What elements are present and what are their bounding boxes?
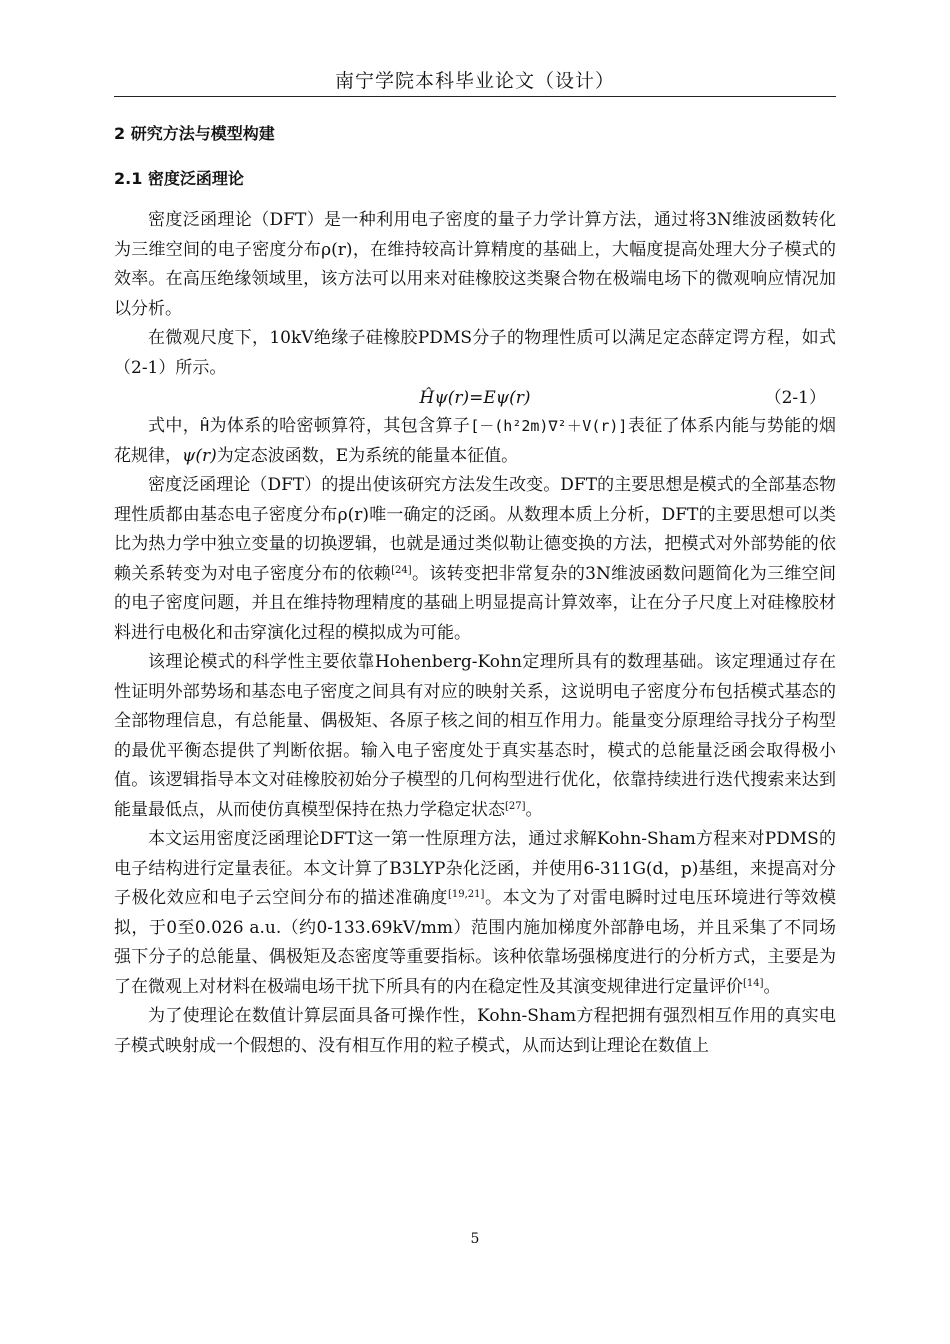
text-segment: 表征了体系内能与势能的烟花规律，: [114, 416, 837, 466]
text-segment: 密度泛函理论（DFT）的提出使该研究方法发生改变。DFT的主要思想是模式的全部基态物理性质都由基态电子密度分布ρ(r)唯一确定的泛函。从数理本质上分析，DFT的主要思想可以类比为热力学中独立变量的切换逻辑，也就是通过类似勒让德变换的方法，把模式对外部势能的依赖关系转变为对电子密度分布的依赖: [114, 475, 836, 584]
paragraph-dft-intro: 密度泛函理论（DFT）是一种利用电子密度的量子力学计算方法，通过将3N维波函数转化为三维空间的电子密度分布ρ(r)，在维持较高计算精度的基础上，大幅度提高处理大分子模式的效率。在高压绝缘领域里，该方法可以用来对硅橡胶这类聚合物在极端电场下的微观响应情况加以分析。: [114, 210, 836, 319]
citation-14: [14]: [743, 977, 764, 989]
equation-2-1: [114, 384, 836, 412]
operator-expression: [－(h²2m)∇²＋V(r)]: [470, 417, 628, 435]
page-body: [114, 117, 836, 1061]
paragraph-equation-explanation: [114, 412, 836, 471]
text-segment: 为定态波函数，E为系统的能量本征值。: [216, 445, 519, 466]
paragraph-kohn-sham: 为了使理论在数值计算层面具备可操作性，Kohn-Sham方程把拥有强烈相互作用的真实电子模式映射成一个假想的、没有相互作用的粒子模式，从而达到让理论在数值上: [114, 1006, 836, 1056]
paragraph-schrodinger: 在微观尺度下，10kV绝缘子硅橡胶PDMS分子的物理性质可以满足定态薛定谔方程，如式（2-1）所示。: [114, 328, 836, 378]
text-segment: 该理论模式的科学性主要依靠Hohenberg-Kohn定理所具有的数理基础。该定理通过存在性证明外部势场和基态电子密度之间具有对应的映射关系，这说明电子密度分布包括模式基态的全部物理信息，有总能量、偶极矩、各原子核之间的相互作用力。能量变分原理给寻找分子构型的最优平衡态提供了判断依据。输入电子密度处于真实基态时，模式的总能量泛函会取得极小值。该逻辑指导本文对硅橡胶初始分子模型的几何构型进行优化，依靠持续进行迭代搜索来达到能量最低点，从而使仿真模型保持在热力学稳定状态: [114, 652, 836, 820]
equation-number: （2-1）: [764, 388, 826, 408]
hamiltonian-symbol: Ĥ: [200, 417, 210, 435]
running-header-title: 南宁学院本科毕业论文（设计）: [334, 70, 615, 92]
text-segment: 。该转变把非常复杂的3N维波函数问题简化为三维空间的电子密度问题，并且在维持物理精度的基础上明显提高计算效率，让在分子尺度上对硅橡胶材料进行电极化和击穿演化过程的模拟成为可能。: [114, 563, 836, 643]
paragraph-method-setup: [114, 825, 836, 1002]
text-segment: 为体系的哈密顿算符，其包含算子: [209, 416, 471, 436]
text-segment: 。: [763, 976, 781, 997]
header-divider: [114, 96, 836, 97]
citation-27: [27]: [505, 800, 526, 812]
paragraph-dft-concept: [114, 471, 836, 648]
paragraph-hohenberg-kohn: [114, 648, 836, 825]
text-segment: 本文运用密度泛函理论DFT这一第一性原理方法，通过求解Kohn-Sham方程来对PDMS的电子结构进行定量表征。本文计算了B3LYP杂化泛函，并使用6-311G(d，p)基组，来提高对分子极化效应和电子云空间分布的描述准确度: [114, 829, 836, 908]
citation-19-21: [19,21]: [448, 889, 485, 900]
section-heading: 2 研究方法与模型构建: [114, 124, 275, 143]
page-number: 5: [470, 1231, 480, 1247]
text-segment: 。本文为了对雷电瞬时过电压环境进行等效模拟，于0至0.026 a.u.（约0-133.69kV/mm）范围内施加梯度外部静电场，并且采集了不同场强下分子的总能量、偶极矩及态密度等重要指标。该种依靠场强梯度进行的分析方式，主要是为了在微观上对材料在极端电场干扰下所具有的内在稳定性及其演变规律进行定量评价: [114, 888, 837, 997]
equation-formula: Ĥψ(r)=Eψ(r): [419, 388, 531, 408]
citation-24: [24]: [391, 564, 412, 576]
subsection-heading: 2.1 密度泛函理论: [114, 169, 244, 188]
wavefunction-symbol: ψ(r): [182, 445, 217, 466]
text-segment: 。: [525, 799, 543, 820]
text-segment: 式中，: [148, 416, 201, 436]
